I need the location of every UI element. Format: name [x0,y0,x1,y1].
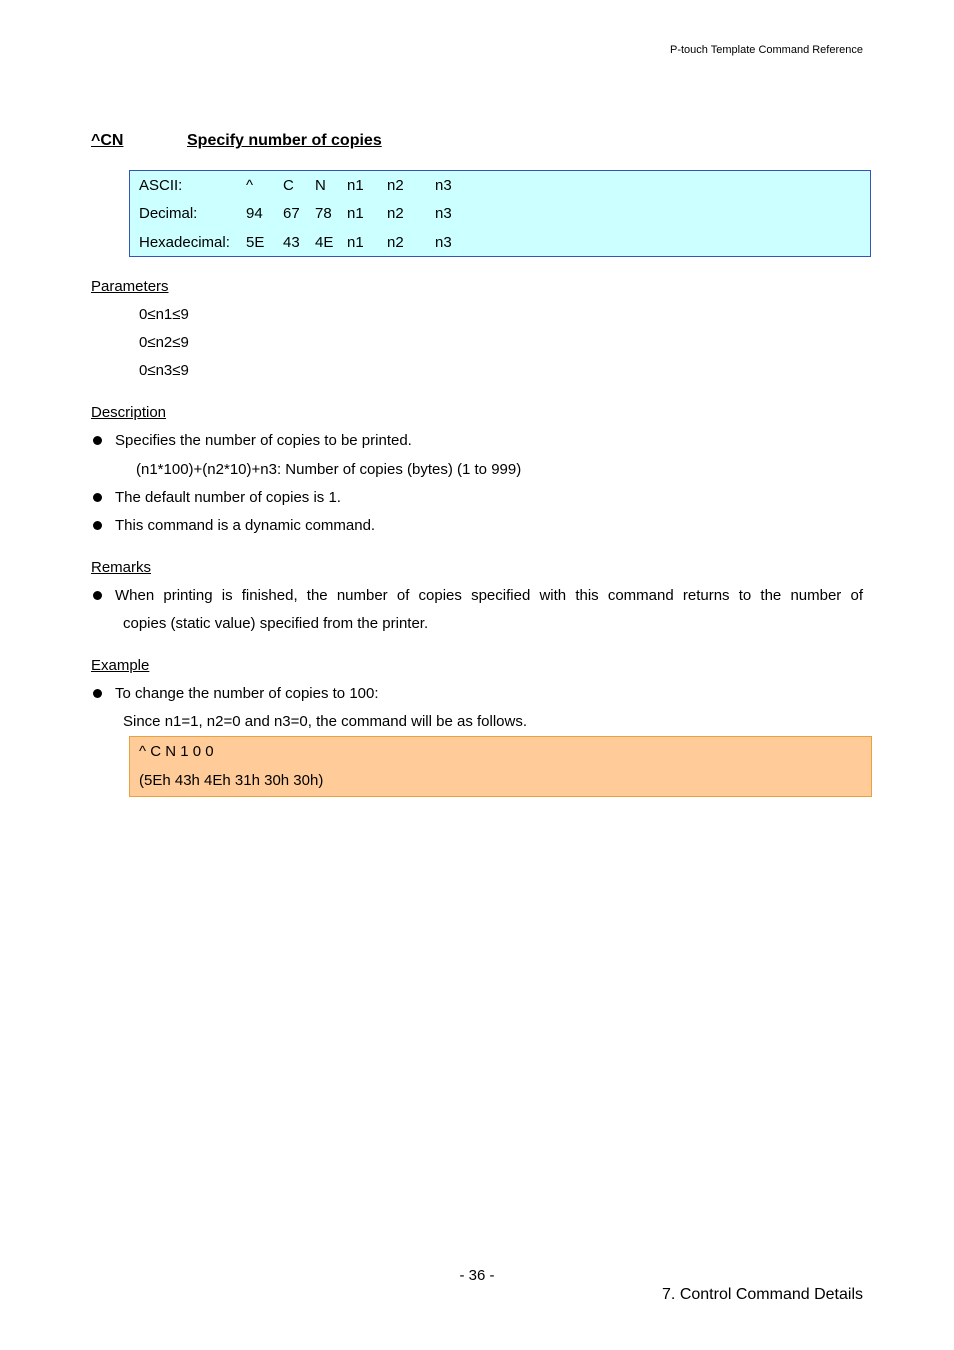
cell: n3 [435,177,452,194]
bullet-icon [93,591,102,600]
bullet-icon [93,436,102,445]
example-note: Since n1=1, n2=0 and n3=0, the command will be as follows. [123,713,528,730]
parameter-range: 0≤n2≤9 [139,334,189,351]
cell: 4E [315,234,334,251]
cell: 43 [283,234,300,251]
bullet-icon [93,493,102,502]
row-label: Hexadecimal: [139,234,230,251]
section-footer: 7. Control Command Details [662,1286,863,1303]
example-code-ascii: ^ C N 1 0 0 [139,743,214,760]
description-item: Specifies the number of copies to be printed. [115,432,412,449]
cell: n2 [387,205,404,222]
remarks-text-line: copies (static value) specified from the printer. [123,615,429,632]
cell: n1 [347,177,364,194]
command-name: Specify number of copies [187,132,382,149]
remarks-heading: Remarks [91,559,152,576]
description-item: The default number of copies is 1. [115,489,341,506]
page-title [91,132,382,150]
cell: C [283,177,294,194]
bullet-icon [93,521,102,530]
cell: ^ [246,177,254,194]
running-header: P-touch Template Command Reference [669,44,863,56]
description-item: This command is a dynamic command. [115,517,376,534]
remarks-text-line: When printing is finished, the number of copies specified with this command returns to the number of [115,587,863,604]
command-code: ^CN [91,132,124,149]
cell: n3 [435,234,452,251]
parameter-range: 0≤n1≤9 [139,306,189,323]
parameters-heading: Parameters [91,278,169,295]
cell: n2 [387,234,404,251]
row-label: Decimal: [139,205,198,222]
command-table [129,170,871,257]
page-number: - 36 - [459,1267,495,1284]
example-code-hex: (5Eh 43h 4Eh 31h 30h 30h) [139,772,324,789]
cell: N [315,177,326,194]
cell: 94 [246,205,263,222]
parameter-range: 0≤n3≤9 [139,362,189,379]
cell: 78 [315,205,332,222]
cell: n1 [347,205,364,222]
cell: n1 [347,234,364,251]
row-label: ASCII: [139,177,183,194]
cell: n2 [387,177,404,194]
cell: 67 [283,205,300,222]
example-heading: Example [91,657,150,674]
bullet-icon [93,689,102,698]
description-heading: Description [91,404,167,421]
cell: 5E [246,234,265,251]
copies-formula: (n1*100)+(n2*10)+n3: Number of copies (bytes) (1 to 999) [136,461,522,478]
cell: n3 [435,205,452,222]
example-item: To change the number of copies to 100: [115,685,379,702]
example-code-box [129,736,872,797]
